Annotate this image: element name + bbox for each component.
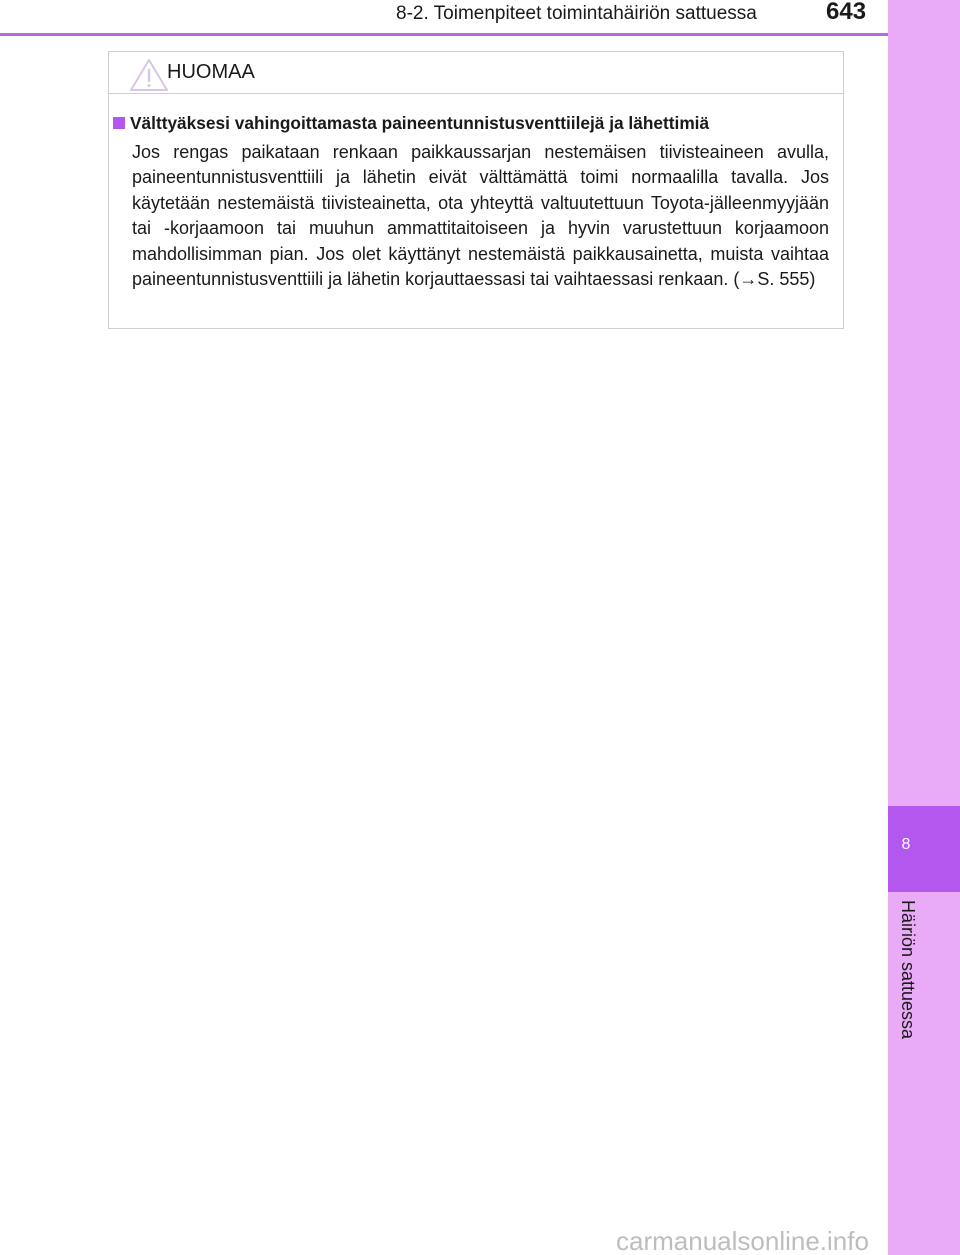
header-rule — [0, 33, 888, 36]
page-number: 643 — [826, 0, 867, 25]
caution-header — [109, 52, 843, 94]
watermark: carmanualsonline.info — [616, 1226, 869, 1255]
chapter-number: 8 — [901, 836, 911, 853]
chapter-side-tab — [888, 0, 960, 1255]
caution-box — [108, 51, 844, 329]
chapter-label: Häiriön sattuessa — [898, 900, 918, 1040]
warning-triangle-icon — [129, 58, 169, 92]
section-title: 8-2. Toimenpiteet toimintahäiriön sattuessa — [396, 3, 757, 24]
caution-item-title-text: Välttyäksesi vahingoittamasta paineentunnistusventtiilejä ja lähettimiä — [130, 113, 710, 133]
page-header — [0, 0, 888, 36]
caution-item-title — [113, 113, 837, 134]
caution-label: HUOMAA — [167, 61, 255, 83]
caution-item-body: Jos rengas paikataan renkaan paikkaussarjan nestemäisen tiivisteaineen avulla, paineentunnistusventtiili ja lähetin eivät välttämättä toimi normaalilla tavalla. Jos käytetään nestemäistä tiivisteainetta, ota yhteyttä valtuutettuun Toyota-jälleenmyyjään tai -korjaamoon tai muuhun ammattitaitoiseen ja hyvin varustettuun korjaamoon mahdollisimman pian. Jos olet käyttänyt nestemäistä paikkausainetta, muista vaihtaa paineentunnistusventtiili ja lähetin korjauttaessasi tai vaihtaessasi renkaan. (→S. 555) — [132, 142, 829, 290]
square-bullet-icon — [113, 117, 125, 129]
